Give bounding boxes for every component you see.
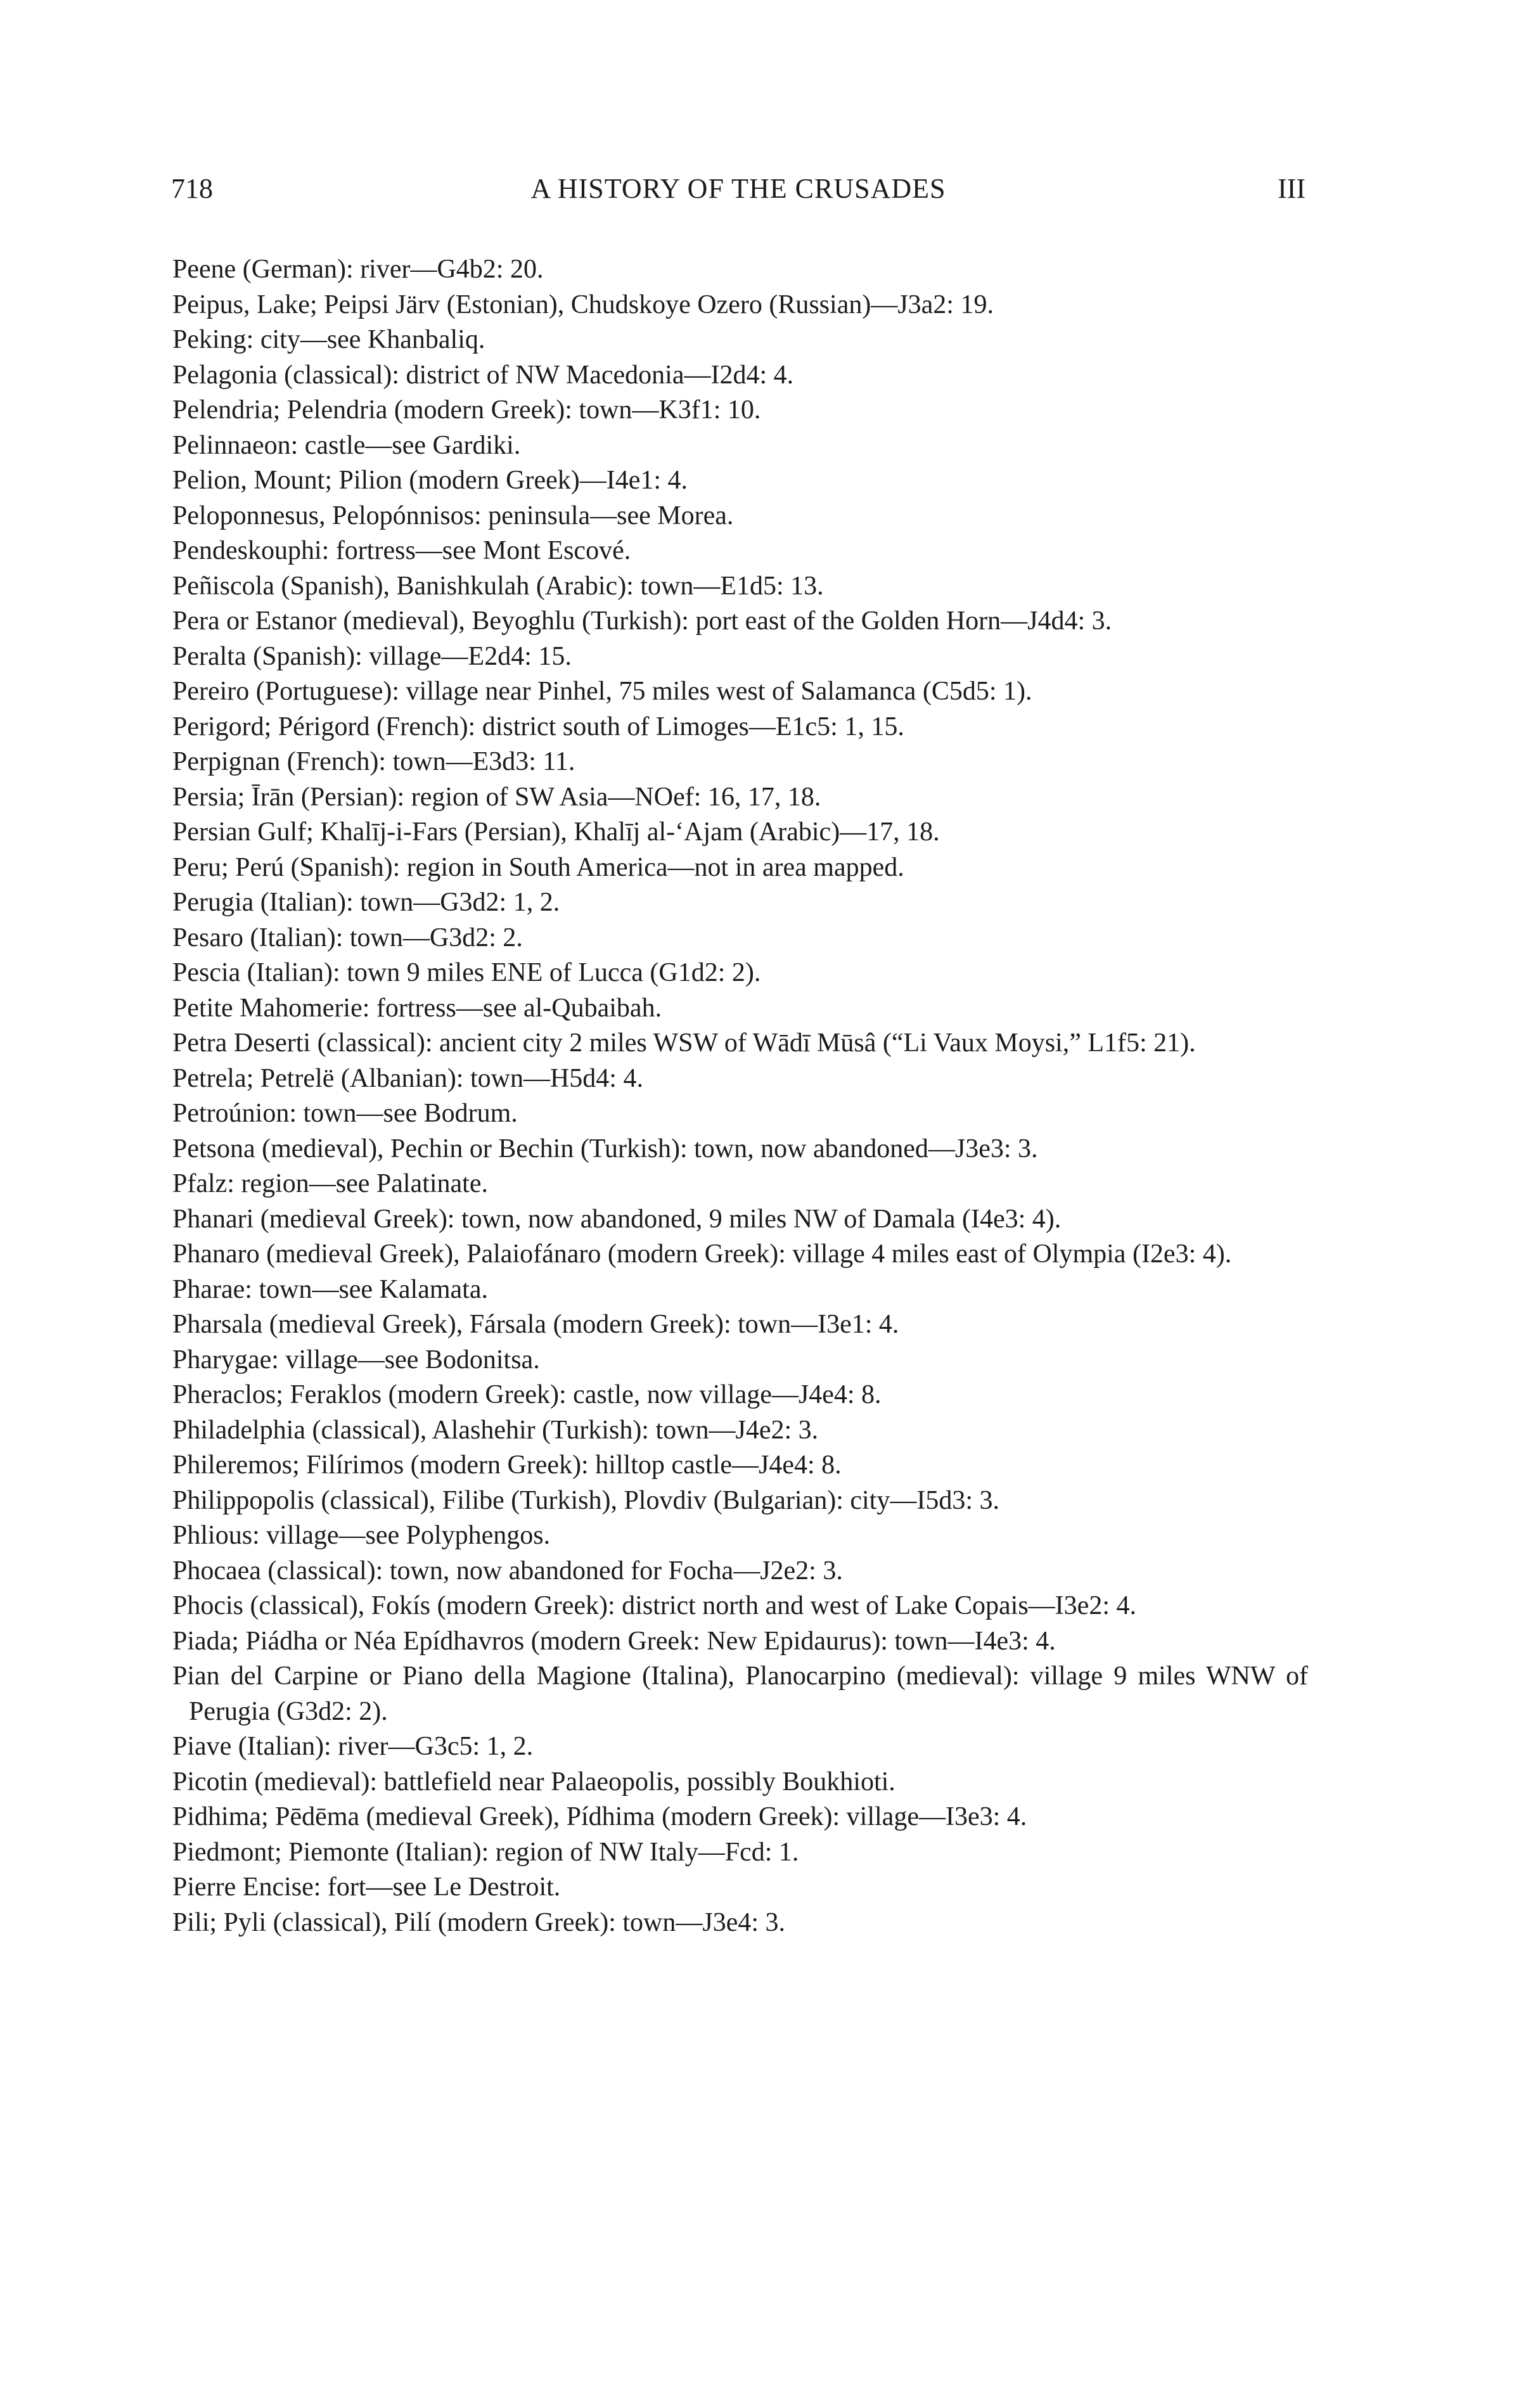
gazetteer-entry: Phanaro (medieval Greek), Palaiofánaro (modern Greek): village 4 miles east of Olympia (I2e3: 4).: [172, 1239, 1232, 1269]
gazetteer-entry: Peru; Perú (Spanish): region in South America—not in area mapped.: [172, 852, 904, 882]
gazetteer-entry: Peking: city—see Khanbaliq.: [172, 325, 485, 354]
gazetteer-entry: Phanari (medieval Greek): town, now abandoned, 9 miles NW of Damala (I4e3: 4).: [172, 1204, 1062, 1234]
gazetteer-entry: Phocaea (classical): town, now abandoned for Focha—J2e2: 3.: [172, 1556, 843, 1585]
gazetteer-entry: Petrela; Petrelë (Albanian): town—H5d4: 4.: [172, 1063, 643, 1093]
gazetteer-entries: [172, 252, 1308, 1940]
gazetteer-entry: Pharygae: village—see Bodonitsa.: [172, 1345, 540, 1374]
gazetteer-entry: Pelinnaeon: castle—see Gardiki.: [172, 430, 521, 460]
gazetteer-entry: Piedmont; Piemonte (Italian): region of NW Italy—Fcd: 1.: [172, 1837, 799, 1867]
running-header: [171, 170, 1306, 208]
gazetteer-entry: Pesaro (Italian): town—G3d2: 2.: [172, 923, 523, 952]
gazetteer-entry: Philippopolis (classical), Filibe (Turkish), Plovdiv (Bulgarian): city—I5d3: 3.: [172, 1485, 1000, 1515]
gazetteer-entry: Pidhima; Pēdēma (medieval Greek), Pídhima (modern Greek): village—I3e3: 4.: [172, 1802, 1027, 1831]
gazetteer-entry: Perpignan (French): town—E3d3: 11.: [172, 747, 575, 776]
gazetteer-entry: Pili; Pyli (classical), Pilí (modern Greek): town—J3e4: 3.: [172, 1907, 786, 1937]
gazetteer-entry: Phocis (classical), Fokís (modern Greek): district north and west of Lake Copais—I3e2: 4.: [172, 1591, 1136, 1620]
running-title: A HISTORY OF THE CRUSADES: [530, 173, 946, 204]
gazetteer-entry: Persian Gulf; Khalīj-i-Fars (Persian), Khalīj al-‘Ajam (Arabic)—17, 18.: [172, 817, 940, 847]
gazetteer-entry: Pescia (Italian): town 9 miles ENE of Lucca (G1d2: 2).: [172, 958, 761, 987]
gazetteer-entry: Pfalz: region—see Palatinate.: [172, 1169, 488, 1198]
gazetteer-entry: Pharsala (medieval Greek), Fársala (modern Greek): town—I3e1: 4.: [172, 1310, 899, 1339]
gazetteer-entry: Phileremos; Filírimos (modern Greek): hilltop castle—J4e4: 8.: [172, 1451, 842, 1480]
page-number: 718: [171, 173, 213, 204]
gazetteer-entry: Pierre Encise: fort—see Le Destroit.: [172, 1873, 561, 1902]
gazetteer-entry: Piada; Piádha or Néa Epídhavros (modern Greek: New Epidaurus): town—I4e3: 4.: [172, 1626, 1056, 1656]
gazetteer-entry: Petsona (medieval), Pechin or Bechin (Turkish): town, now abandoned—J3e3: 3.: [172, 1134, 1038, 1163]
gazetteer-entry: Perigord; Périgord (French): district south of Limoges—E1c5: 1, 15.: [172, 712, 904, 741]
gazetteer-entry: Peloponnesus, Pelopónnisos: peninsula—see Morea.: [172, 501, 734, 530]
gazetteer-entry: Pian del Carpine or Piano della Magione (Italina), Planocarpino (medieval): village 9 miles WNW of Perugia (G3d2: 2).: [172, 1662, 1308, 1726]
gazetteer-entry: Pheraclos; Feraklos (modern Greek): castle, now village—J4e4: 8.: [172, 1380, 882, 1409]
gazetteer-entry: Pereiro (Portuguese): village near Pinhel, 75 miles west of Salamanca (C5d5: 1).: [172, 677, 1032, 706]
gazetteer-entry: Phlious: village—see Polyphengos.: [172, 1521, 551, 1550]
gazetteer-entry: Peene (German): river—G4b2: 20.: [172, 255, 544, 284]
gazetteer-entry: Persia; Īrān (Persian): region of SW Asia—NOef: 16, 17, 18.: [172, 782, 821, 812]
gazetteer-entry: Philadelphia (classical), Alashehir (Turkish): town—J4e2: 3.: [172, 1415, 819, 1445]
gazetteer-entry: Pharae: town—see Kalamata.: [172, 1274, 488, 1304]
gazetteer-entry: Peipus, Lake; Peipsi Järv (Estonian), Chudskoye Ozero (Russian)—J3a2: 19.: [172, 290, 994, 319]
gazetteer-entry: Pelion, Mount; Pilion (modern Greek)—I4e1: 4.: [172, 466, 688, 495]
gazetteer-entry: Picotin (medieval): battlefield near Palaeopolis, possibly Boukhioti.: [172, 1767, 895, 1796]
gazetteer-entry: Pera or Estanor (medieval), Beyoghlu (Turkish): port east of the Golden Horn—J4d4: 3.: [172, 606, 1112, 636]
gazetteer-entry: Piave (Italian): river—G3c5: 1, 2.: [172, 1732, 534, 1761]
gazetteer-entry: Pelendria; Pelendria (modern Greek): town—K3f1: 10.: [172, 395, 761, 425]
gazetteer-entry: Pelagonia (classical): district of NW Macedonia—I2d4: 4.: [172, 360, 794, 390]
gazetteer-entry: Peralta (Spanish): village—E2d4: 15.: [172, 641, 572, 671]
gazetteer-entry: Perugia (Italian): town—G3d2: 1, 2.: [172, 888, 560, 917]
gazetteer-entry: Petite Mahomerie: fortress—see al-Qubaibah.: [172, 993, 662, 1023]
gazetteer-entry: Pendeskouphi: fortress—see Mont Escové.: [172, 536, 631, 565]
gazetteer-entry: Petroúnion: town—see Bodrum.: [172, 1099, 518, 1128]
gazetteer-entry: Peñiscola (Spanish), Banishkulah (Arabic): town—E1d5: 13.: [172, 571, 824, 601]
gazetteer-entry: Petra Deserti (classical): ancient city 2 miles WSW of Wādī Mūsâ (“Li Vaux Moysi,” L1f5: 21).: [172, 1028, 1196, 1058]
volume-number: III: [1278, 173, 1306, 204]
